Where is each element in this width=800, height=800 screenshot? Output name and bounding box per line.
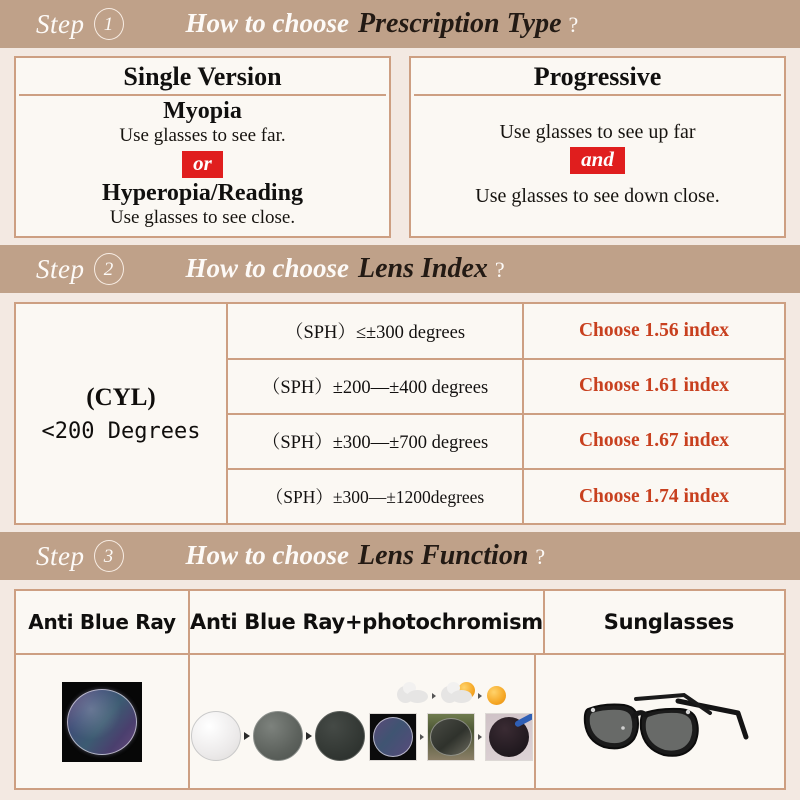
step-3-question-topic: Lens Function (358, 540, 529, 572)
cyl-cell (16, 304, 228, 523)
lens-function-section (0, 580, 800, 800)
progressive-description-close: Use glasses to see down close. (475, 184, 720, 207)
column-header-label: Sunglasses (603, 610, 734, 635)
sph-value: （SPH）≤±300 degrees (284, 322, 466, 343)
index-cell (524, 415, 784, 468)
step-3-question-lead: How to choose (185, 540, 350, 571)
sph-value: （SPH）±300—±1200degrees (265, 487, 485, 508)
sph-value: （SPH）±300—±700 degrees (261, 433, 489, 454)
single-version-card (14, 56, 391, 238)
table-row (228, 470, 784, 523)
step-3-number-badge: 3 (94, 540, 124, 572)
column-header-label: Anti Blue Ray+photochromism (190, 610, 543, 635)
step-2-number-badge: 2 (94, 253, 124, 285)
scene-photo-progression (369, 713, 533, 761)
step-2-question-lead: How to choose (185, 253, 350, 284)
and-badge: and (570, 147, 625, 174)
sunglasses-icon (560, 679, 760, 765)
myopia-label: Myopia (163, 98, 242, 125)
lens-index-table (14, 302, 786, 525)
step-3-question (186, 540, 546, 572)
step-1-question (186, 8, 579, 40)
step-1-question-lead: How to choose (185, 8, 350, 38)
index-cell (524, 360, 784, 413)
lens-index-section (0, 293, 800, 532)
step-1-word: Step (36, 8, 85, 39)
sph-cell (228, 470, 524, 523)
step-3-question-mark: ? (535, 544, 546, 570)
sunglasses-image-cell (536, 655, 784, 788)
table-row (228, 415, 784, 470)
hyperopia-description: Use glasses to see close. (109, 206, 296, 228)
weather-and-scene-group (369, 683, 533, 761)
column-header-photochromism (190, 591, 545, 653)
single-version-title: Single Version (19, 61, 386, 96)
photochromism-image-cell (190, 655, 536, 788)
column-header-label: Anti Blue Ray (28, 610, 176, 635)
step-2-word: Step (36, 253, 85, 284)
single-version-body (19, 96, 386, 233)
index-value: Choose 1.67 index (578, 430, 730, 452)
column-header-anti-blue-ray (16, 591, 190, 653)
lens-function-table (14, 589, 786, 790)
progressive-body (414, 96, 781, 233)
sun-icon (487, 686, 506, 705)
lens-disc-icon (67, 689, 137, 755)
sph-cell (228, 415, 524, 468)
progressive-description-far: Use glasses to see up far (499, 120, 696, 143)
cloud-icon (397, 688, 427, 703)
index-cell (524, 470, 784, 523)
step-1-question-topic: Prescription Type (358, 8, 562, 39)
sph-value: （SPH）±200—±400 degrees (261, 378, 489, 399)
prescription-type-section (0, 48, 800, 245)
cyl-label: (CYL) (86, 384, 156, 412)
index-value: Choose 1.74 index (578, 485, 730, 507)
scene-photo-sunny (485, 713, 533, 761)
step-2-question-topic: Lens Index (358, 253, 488, 285)
step-2-header (0, 245, 800, 293)
scene-photo-partly-sunny (427, 713, 475, 761)
step-3-header (0, 532, 800, 580)
cloud-icon (441, 688, 471, 703)
arrow-right-icon (432, 693, 436, 699)
step-1-header (0, 0, 800, 48)
photochromism-illustration (190, 683, 534, 761)
arrow-right-icon (478, 734, 482, 740)
lens-dark-tint-icon (315, 711, 365, 761)
index-value: Choose 1.56 index (578, 319, 730, 341)
arrow-right-icon (478, 693, 482, 699)
progressive-card (409, 56, 786, 238)
lens-tint-progression (191, 711, 365, 761)
myopia-description: Use glasses to see far. (119, 125, 286, 147)
or-badge: or (182, 151, 223, 178)
lens-clear-icon (191, 711, 241, 761)
lens-mid-tint-icon (253, 711, 303, 761)
arrow-right-icon (306, 732, 312, 740)
index-cell (524, 304, 784, 357)
progressive-title: Progressive (414, 61, 781, 96)
weather-progression (397, 683, 506, 709)
hyperopia-label: Hyperopia/Reading (102, 179, 303, 206)
step-2-question (186, 253, 505, 285)
cloud-sun-icon (441, 688, 473, 704)
step-3-word: Step (36, 540, 85, 571)
lens-function-image-row (16, 655, 784, 788)
step-2-question-mark: ? (494, 257, 505, 283)
table-row (228, 360, 784, 415)
table-row (228, 304, 784, 359)
anti-blue-ray-image-cell (16, 655, 190, 788)
step-1-question-mark: ? (568, 12, 579, 37)
blue-lens-photo (62, 682, 142, 762)
lens-index-rows (228, 304, 784, 523)
arrow-right-icon (244, 732, 250, 740)
index-value: Choose 1.61 index (578, 375, 730, 397)
column-header-sunglasses (545, 591, 793, 653)
cyl-range: <200 Degrees (41, 418, 201, 444)
scene-photo-indoor (369, 713, 417, 761)
sph-cell (228, 360, 524, 413)
step-1-number-badge: 1 (94, 8, 124, 40)
lens-function-header-row (16, 591, 784, 655)
arrow-right-icon (420, 734, 424, 740)
sph-cell (228, 304, 524, 357)
